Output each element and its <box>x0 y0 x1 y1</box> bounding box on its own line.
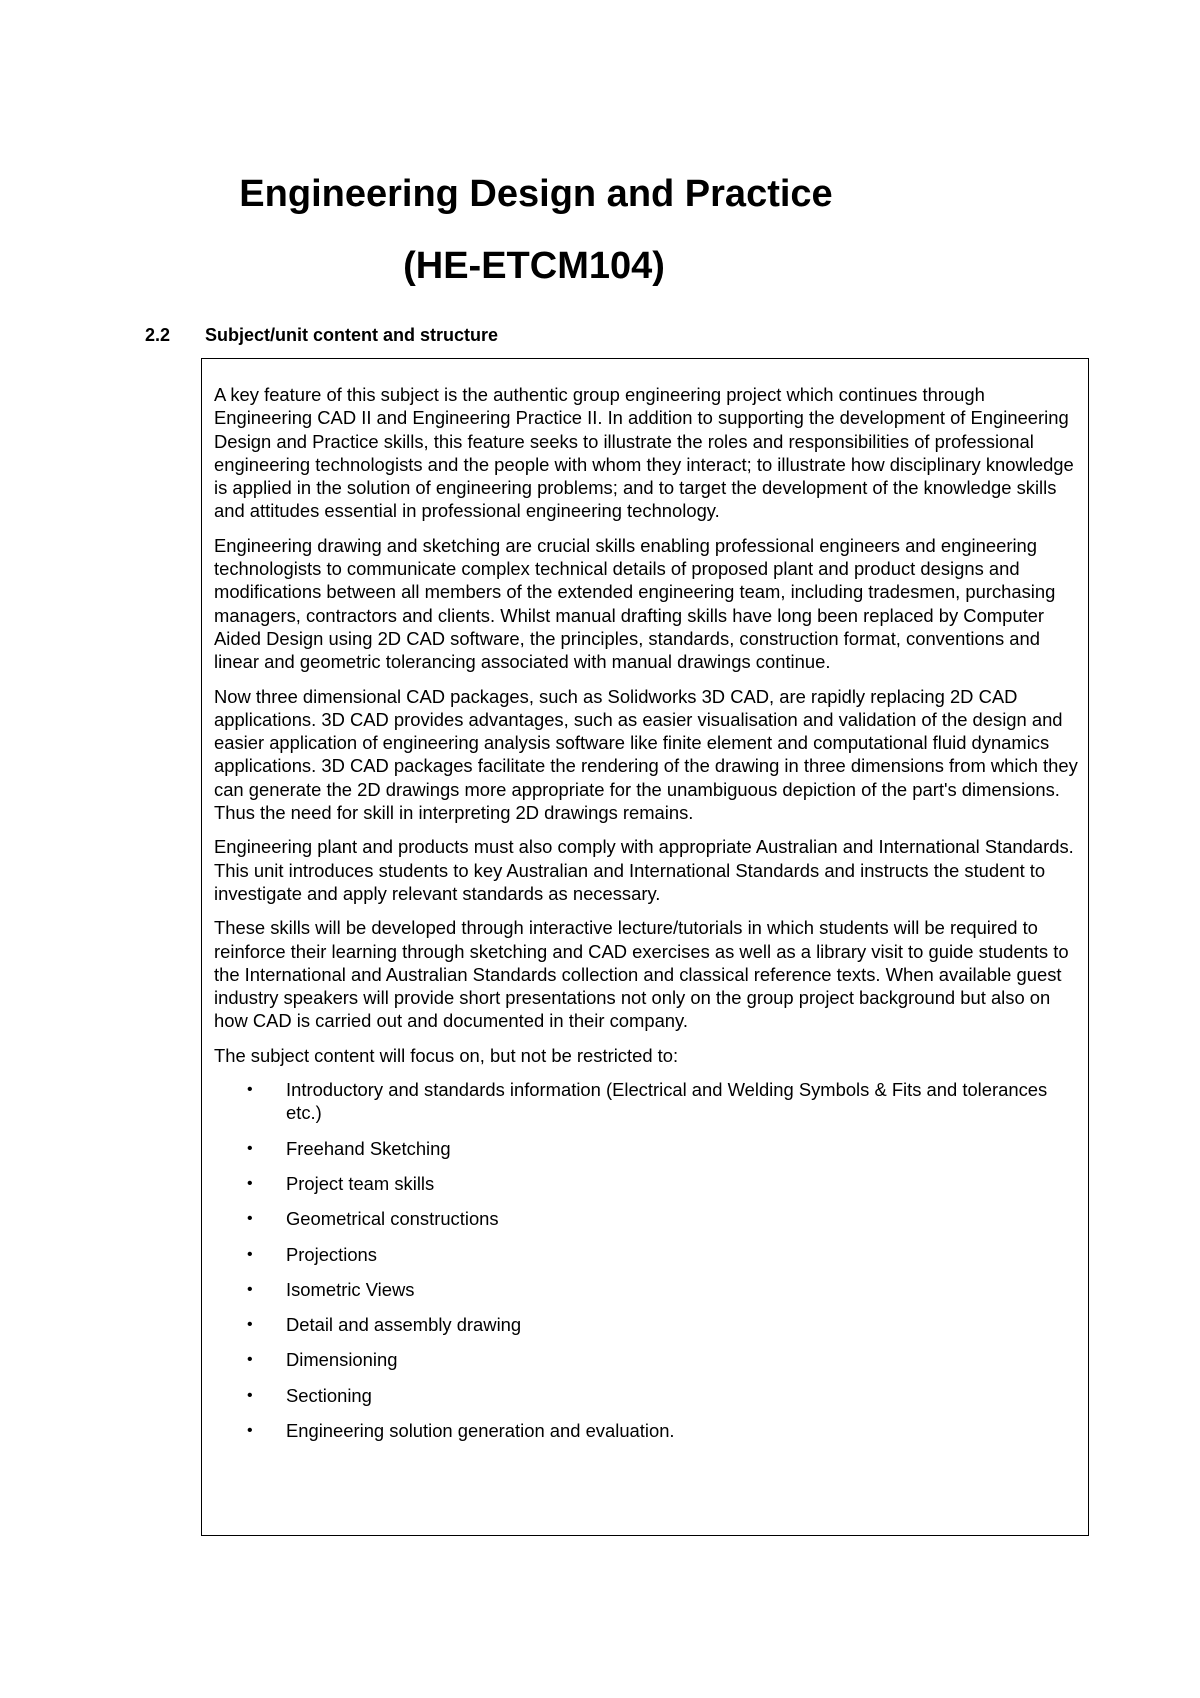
paragraph-content-intro: The subject content will focus on, but not be restricted to: <box>214 1044 679 1066</box>
list-item <box>214 1078 1078 1125</box>
paragraph-3d-cad: Now three dimensional CAD packages, such as Solidworks 3D CAD, are rapidly replacing 2D CAD applications. 3D CAD provides advantages, such as easier visualisation and validation of the design and easier application of engineering analysis software like finite element and computational fluid dynamics applications. 3D CAD packages facilitate the rendering of the drawing in three dimensions from which they can generate the 2D drawings more appropriate for the unambiguous depiction of the part's dimensions. Thus the need for skill in interpreting 2D drawings remains. <box>214 685 1078 824</box>
bullet-icon: • <box>247 1316 253 1334</box>
list-item-text: Sectioning <box>286 1384 372 1406</box>
list-item-text: Introductory and standards information (Electrical and Welding Symbols & Fits and tolerances etc.) <box>286 1079 1048 1124</box>
list-item-text: Engineering solution generation and evaluation. <box>286 1419 675 1441</box>
bullet-icon: • <box>247 1245 253 1263</box>
bullet-icon: • <box>247 1351 253 1369</box>
paragraph-group-project: A key feature of this subject is the authentic group engineering project which continues through Engineering CAD II and Engineering Practice II. In addition to supporting the development of Engineering Design and Practice skills, this feature seeks to illustrate the roles and responsibilities of professional engineering technologists and the people with whom they interact; to illustrate how disciplinary knowledge is applied in the solution of engineering problems; and to target the development of the knowledge skills and attitudes essential in professional engineering technology. <box>214 384 1074 522</box>
list-item-text: Isometric Views <box>286 1278 415 1300</box>
list-item <box>214 1172 1078 1195</box>
list-item-text: Freehand Sketching <box>286 1137 451 1159</box>
list-item-text: Projections <box>286 1243 377 1265</box>
list-item-text: Dimensioning <box>286 1349 398 1371</box>
list-item-text: Geometrical constructions <box>286 1208 499 1230</box>
bullet-icon: • <box>247 1081 253 1099</box>
bullet-icon: • <box>247 1280 253 1298</box>
bullet-icon: • <box>247 1421 253 1439</box>
section-title: Subject/unit content and structure <box>205 325 499 345</box>
list-item <box>214 1384 1078 1407</box>
section-heading <box>145 324 498 346</box>
subject-code: (HE-ETCM104) <box>403 245 665 287</box>
list-item <box>214 1243 1078 1266</box>
bullet-icon: • <box>247 1386 253 1404</box>
bullet-icon: • <box>247 1174 253 1192</box>
list-item <box>214 1419 1078 1442</box>
topic-list <box>214 1078 1078 1442</box>
list-item-text: Detail and assembly drawing <box>286 1314 522 1336</box>
list-item <box>214 1137 1078 1160</box>
list-item <box>214 1207 1078 1230</box>
paragraph-drawing-sketching: Engineering drawing and sketching are crucial skills enabling professional engineers and engineering technologists to communicate complex technical details of proposed plant and product designs and modifications between all members of the extended engineering team, including tradesmen, purchasing managers, contractors and clients. Whilst manual drafting skills have long been replaced by Computer Aided Design using 2D CAD software, the principles, standards, construction format, conventions and linear and geometric tolerancing associated with manual drawings continue. <box>214 534 1056 673</box>
document-title: Engineering Design and Practice <box>239 173 833 215</box>
list-item <box>214 1348 1078 1371</box>
content-box <box>201 358 1089 1536</box>
content-body <box>214 383 1078 1454</box>
paragraph-skills-development: These skills will be developed through interactive lecture/tutorials in which students will be required to reinforce their learning through sketching and CAD exercises as well as a library visit to guide students to the International and Australian Standards collection and classical reference texts. When available guest industry speakers will provide short presentations not only on the group project background but also on how CAD is carried out and documented in their company. <box>214 917 1069 1032</box>
bullet-icon: • <box>247 1210 253 1228</box>
list-item <box>214 1313 1078 1336</box>
list-item-text: Project team skills <box>286 1172 435 1194</box>
list-item <box>214 1278 1078 1301</box>
bullet-icon: • <box>247 1139 253 1157</box>
paragraph-standards: Engineering plant and products must also comply with appropriate Australian and International Standards. This unit introduces students to key Australian and International Standards and instructs the student to investigate and apply relevant standards as necessary. <box>214 836 1074 904</box>
section-number: 2.2 <box>145 325 171 345</box>
